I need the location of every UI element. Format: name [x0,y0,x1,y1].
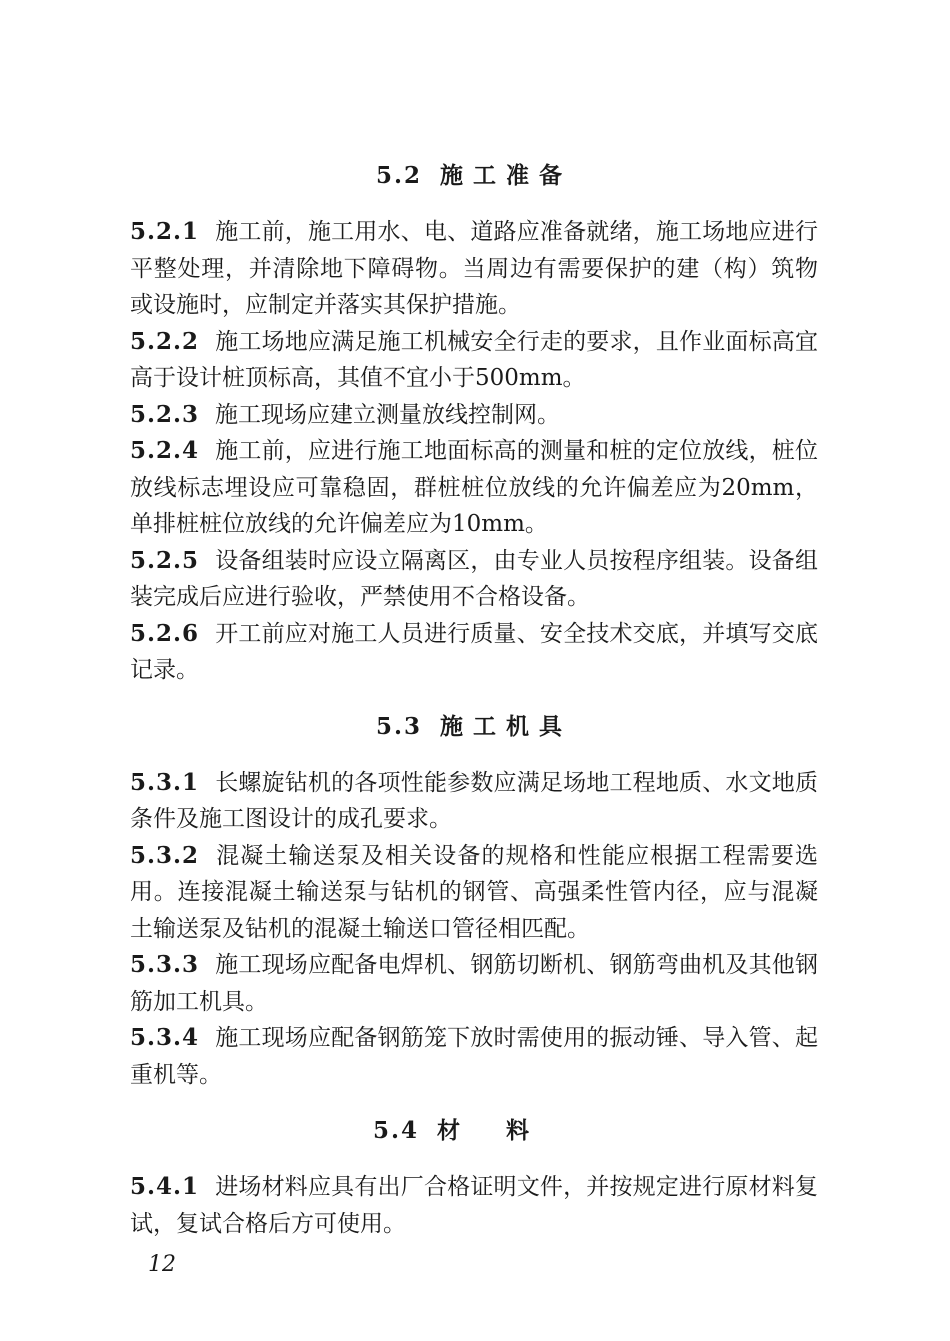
clause-number: 5.3.1 [130,768,200,796]
clause-5-2-3 [130,397,818,434]
clause-5-2-1 [130,214,818,324]
clause-text: 施工前，施工用水、电、道路应准备就绪，施工场地应进行平整处理，并清除地下障碍物。当周边有需要保护的建（构）筑物或设施时，应制定并落实其保护措施。 [130,219,818,318]
section-number: 5.4 [372,1117,419,1144]
section-title: 施工机具 [440,712,572,740]
clause-text: 施工现场应配备钢筋笼下放时需使用的振动锤、导入管、起重机等。 [130,1025,818,1088]
clause-number: 5.2.2 [130,327,200,355]
clause-text: 开工前应对施工人员进行质量、安全技术交底，并填写交底记录。 [130,620,818,683]
clause-number: 5.3.4 [130,1024,200,1051]
clause-number: 5.2.4 [130,437,200,464]
section-number: 5.3 [375,712,422,740]
section-heading-5-2 [130,156,818,196]
clause-5-3-3 [130,947,818,1020]
clause-text: 施工前，应进行施工地面标高的测量和桩的定位放线，桩位放线标志埋设应可靠稳固，群桩桩位放线的允许偏差应为20mm，单排桩桩位放线的允许偏差应为10mm。 [130,438,818,537]
clause-5-2-2 [130,324,818,397]
clause-text: 施工现场应配备电焊机、钢筋切断机、钢筋弯曲机及其他钢筋加工机具。 [130,952,818,1015]
clause-text: 设备组装时应设立隔离区，由专业人员按程序组装。设备组装完成后应进行验收，严禁使用不合格设备。 [130,547,818,610]
section-title: 材料 [437,1117,575,1144]
section-heading-5-4 [130,1111,818,1151]
clause-number: 5.3.2 [130,841,200,869]
clause-5-3-2 [130,838,818,948]
clause-text: 混凝土输送泵及相关设备的规格和性能应根据工程需要选用。连接混凝土输送泵与钻机的钢管、高强柔性管内径，应与混凝土输送泵及钻机的混凝土输送口管径相匹配。 [130,842,818,942]
clause-5-3-4 [130,1020,818,1093]
clause-text: 施工场地应满足施工机械安全行走的要求，且作业面标高宜高于设计桩顶标高，其值不宜小于500mm。 [130,328,818,391]
clause-5-2-6 [130,616,818,689]
clause-text: 长螺旋钻机的各项性能参数应满足场地工程地质、水文地质条件及施工图设计的成孔要求。 [130,769,818,832]
clause-number: 5.2.1 [130,218,200,245]
clause-5-2-4 [130,433,818,543]
clause-number: 5.2.5 [130,546,200,574]
clause-text: 进场材料应具有出厂合格证明文件，并按规定进行原材料复试，复试合格后方可使用。 [130,1174,818,1237]
clause-5-3-1 [130,765,818,838]
page-number: 12 [148,1252,176,1277]
clause-number: 5.2.3 [130,400,200,428]
clause-number: 5.4.1 [130,1173,200,1200]
clause-5-2-5 [130,543,818,616]
section-heading-5-3 [130,707,818,747]
section-title: 施工准备 [440,162,572,189]
clause-5-4-1 [130,1169,818,1242]
clause-text: 施工现场应建立测量放线控制网。 [215,401,561,428]
section-number: 5.2 [375,162,422,189]
page-content [130,156,818,1242]
clause-number: 5.3.3 [130,951,200,978]
clause-number: 5.2.6 [130,619,200,647]
